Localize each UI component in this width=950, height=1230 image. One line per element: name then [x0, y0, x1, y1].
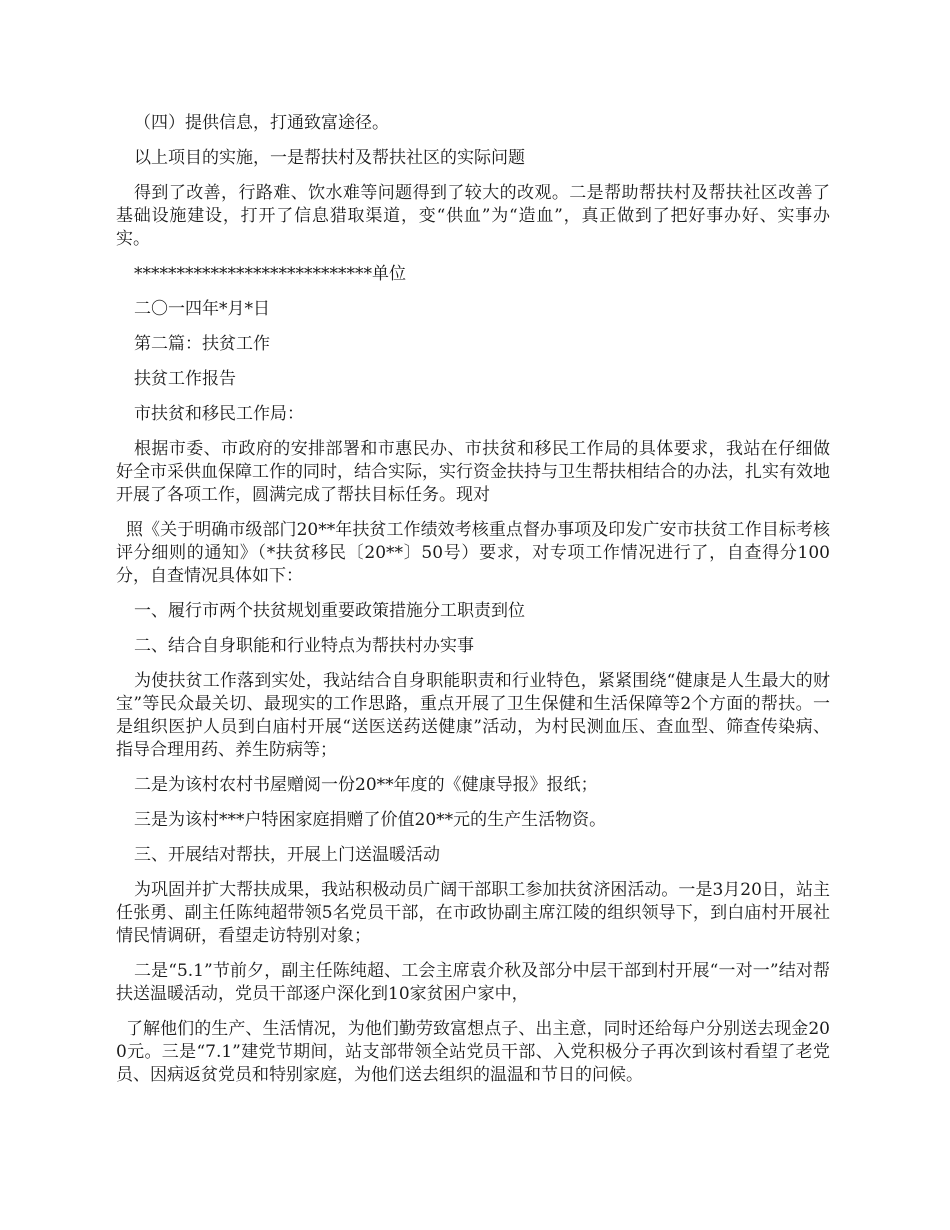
paragraph-heading-one: 一、履行市两个扶贫规划重要政策措施分工职责到位	[134, 601, 525, 621]
paragraph-organization: ****************************单位	[134, 264, 406, 284]
paragraph-may-day: 二是“5.1”节前夕，副主任陈纯超、工会主席袁介秋及部分中层干部到村开展“一对一”结对帮扶送温暖活动，党员干部逐户深化到10家贫困户家中，	[116, 961, 830, 1004]
paragraph-section-four: （四）提供信息，打通致富途径。	[134, 113, 389, 133]
paragraph-part-two-title: 第二篇：扶贫工作	[134, 334, 270, 354]
document-body	[116, 112, 830, 1099]
paragraph-heading-three: 三、开展结对帮扶，开展上门送温暖活动	[134, 845, 440, 865]
paragraph-heading-two: 二、结合自身职能和行业特点为帮扶村办实事	[134, 636, 474, 656]
paragraph-improvements: 得到了改善，行路难、饮水难等问题得到了较大的改观。二是帮助帮扶村及帮扶社区改善了基础设施建设，打开了信息猎取渠道，变“供血”为“造血”，真正做到了把好事办好、实事办实。	[116, 183, 830, 249]
paragraph-notice-reference: 照《关于明确市级部门20**年扶贫工作绩效考核重点督办事项及印发广安市扶贫工作目标考核评分细则的通知》（*扶贫移民〔20**〕50号）要求，对专项工作情况进行了，自查得分100分，自查情况具体如下：	[116, 520, 830, 586]
paragraph-donation: 三是为该村***户特困家庭捐赠了价值20**元的生产生活物资。	[134, 810, 607, 830]
paragraph-date: 二〇一四年*月*日	[134, 299, 270, 319]
paragraph-newspaper: 二是为该村农村书屋赠阅一份20**年度的《健康导报》报纸；	[134, 775, 598, 795]
paragraph-addressee: 市扶贫和移民工作局：	[134, 404, 304, 424]
paragraph-report-title: 扶贫工作报告	[134, 369, 236, 389]
paragraph-background: 根据市委、市政府的安排部署和市惠民办、市扶贫和移民工作局的具体要求，我站在仔细做好全市采供血保障工作的同时，结合实际，实行资金扶持与卫生帮扶相结合的办法，扎实有效地开展了各项工作，圆满完成了帮扶目标任务。现对	[116, 439, 830, 505]
paragraph-visits: 了解他们的生产、生活情况，为他们勤劳致富想点子、出主意，同时还给每户分别送去现金200元。三是“7.1”建党节期间，站支部带领全站党员干部、入党积极分子再次到该村看望了老党员、因病返贫党员和特别家庭，为他们送去组织的温温和节日的问候。	[116, 1019, 830, 1085]
paragraph-implementation-intro: 以上项目的实施，一是帮扶村及帮扶社区的实际问题	[134, 148, 525, 168]
paragraph-consolidation: 为巩固并扩大帮扶成果，我站积极动员广阔干部职工参加扶贫济困活动。一是3月20日，站主任张勇、副主任陈纯超带领5名党员干部，在市政协副主席江陵的组织领导下，到白庙村开展社情民情调研，看望走访特别对象；	[116, 880, 830, 946]
paragraph-health-support: 为使扶贫工作落到实处，我站结合自身职能职责和行业特色，紧紧围绕“健康是人生最大的财宝”等民众最关切、最现实的工作思路，重点开展了卫生保健和生活保障等2个方面的帮扶。一是组织医护人员到白庙村开展“送医送药送健康”活动，为村民测血压、查血型、筛查传染病、指导合理用药、养生防病等；	[116, 671, 830, 760]
